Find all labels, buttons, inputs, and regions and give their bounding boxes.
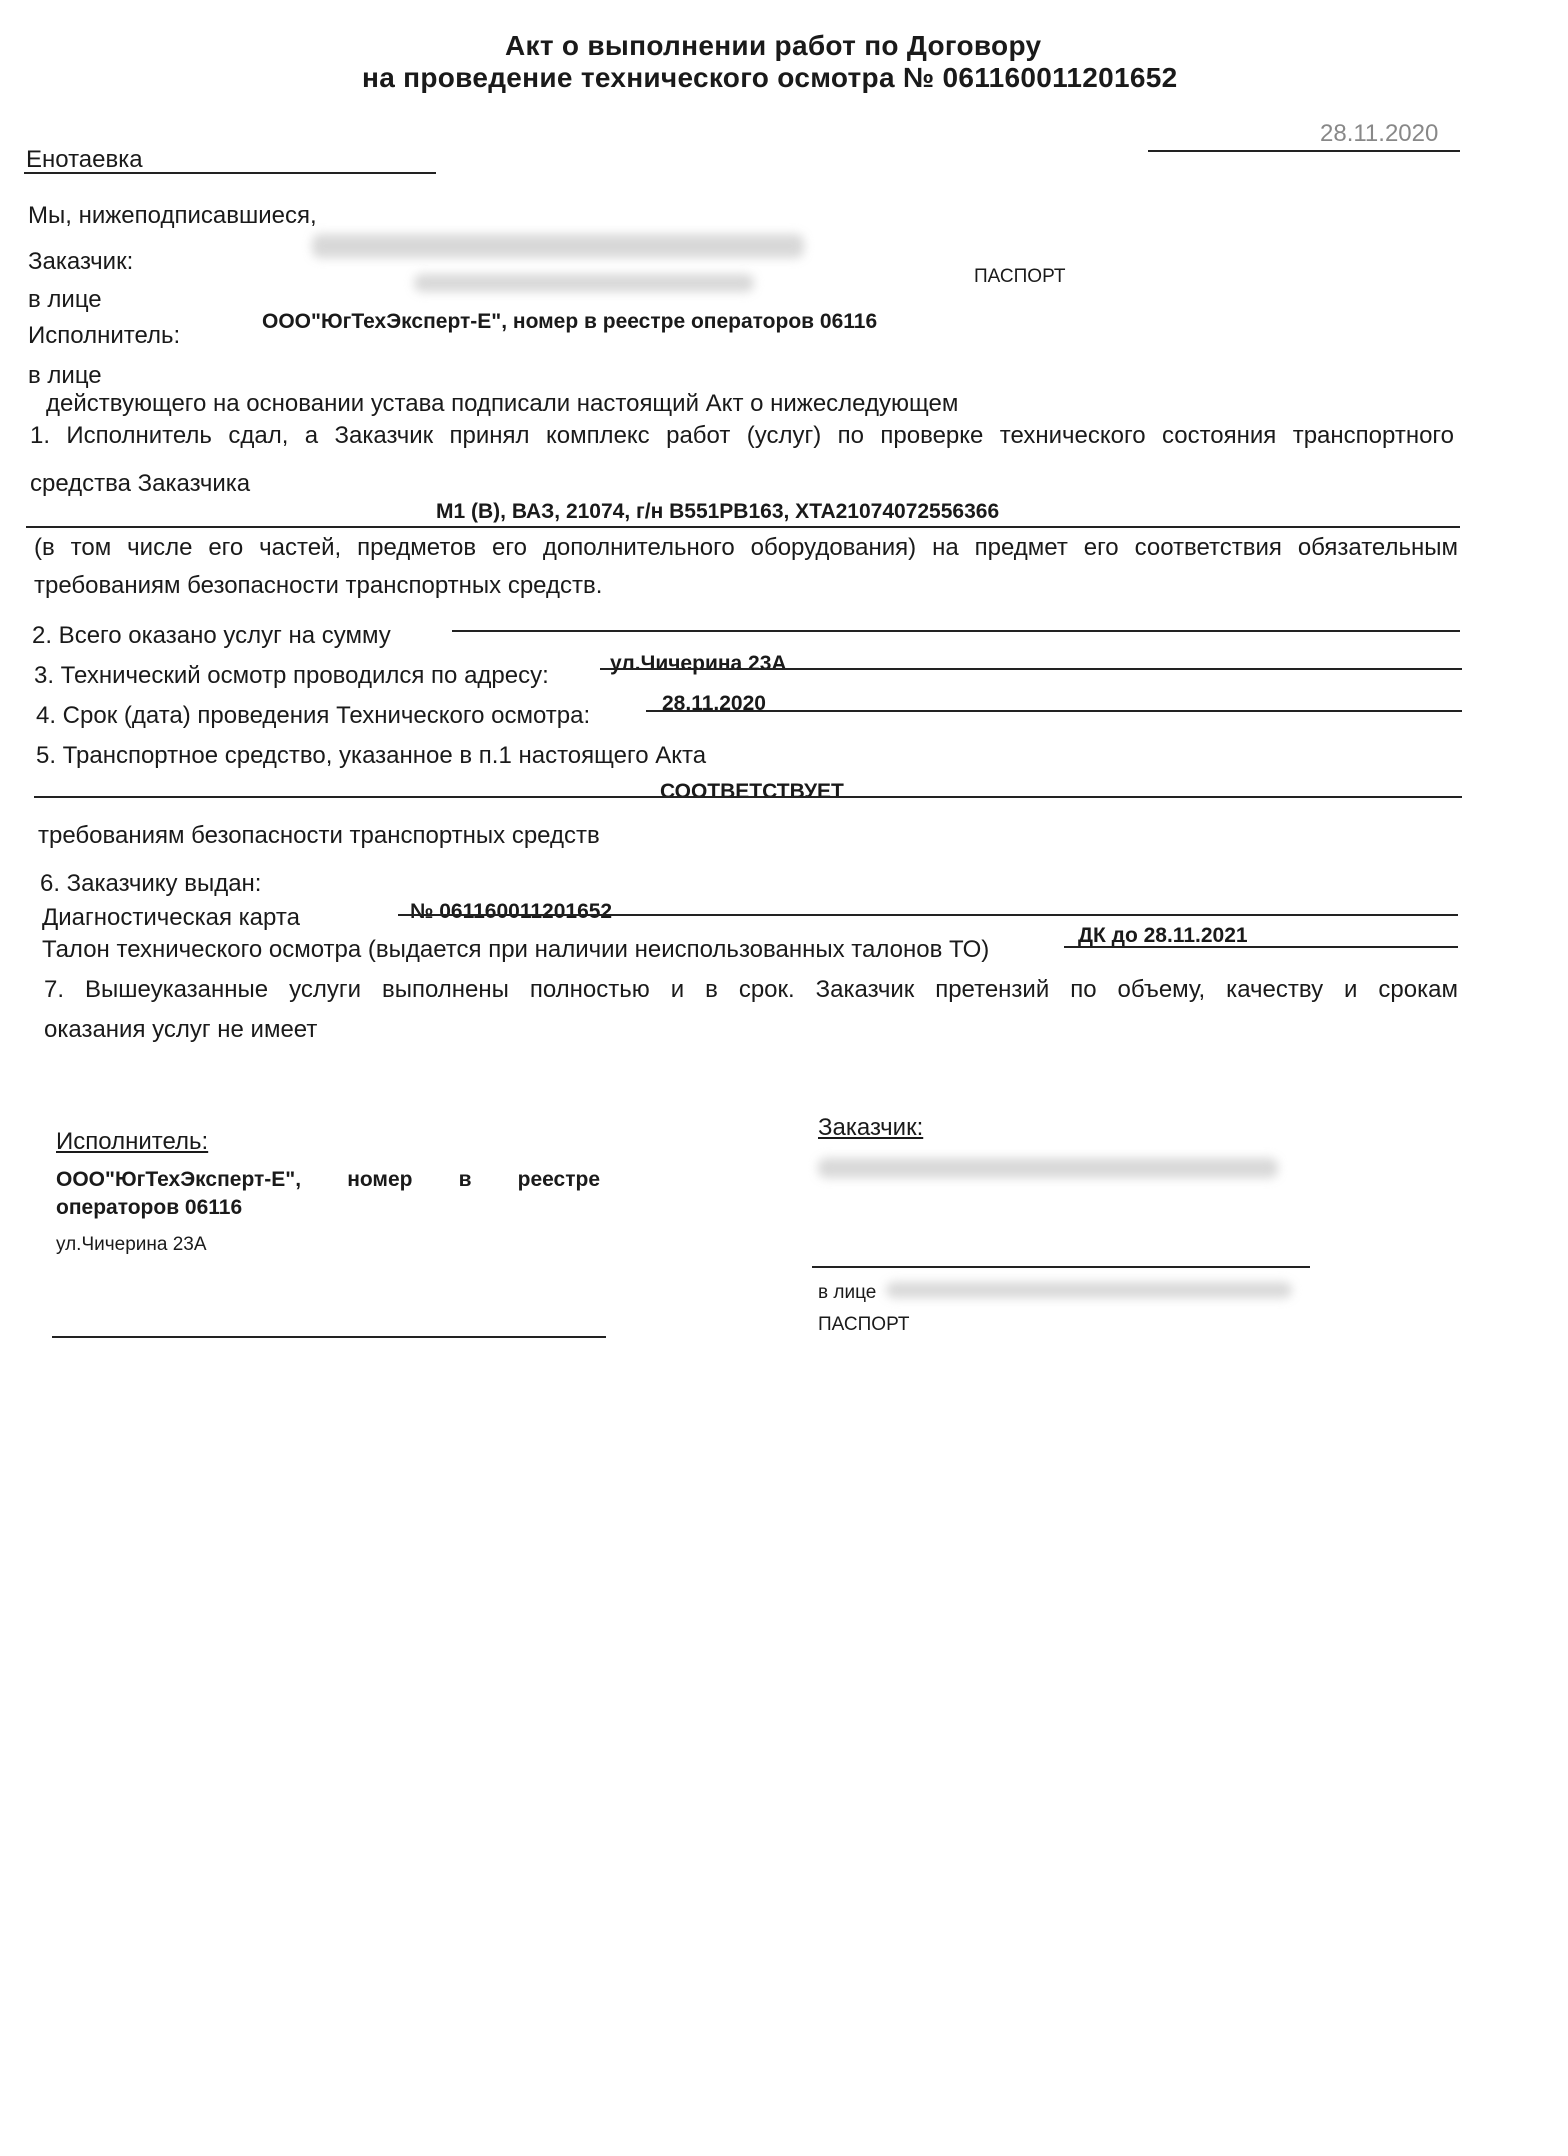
customer-label: Заказчик: [28,248,134,275]
talon-label: Талон технического осмотра (выдается при наличии неиспользованных талонов ТО) [42,936,990,963]
document-title-line2: на проведение технического осмотра № 061160011201652 [362,62,1178,93]
conformity-status: СООТВЕТСТВУЕТ [660,780,844,803]
clause2-underline [452,630,1460,632]
clause3-underline [600,668,1462,670]
clause1-after-line1: (в том числе его частей, предметов его дополнительного оборудования) на предмет его соответствия обязательным [34,534,1458,561]
document-title-line1: Акт о выполнении работ по Договору [505,30,1042,61]
redacted-customer-name [312,234,804,258]
date-underline [1148,150,1460,152]
clause1-text-cont: средства Заказчика [30,470,251,497]
executor-signature-label: Исполнитель: [56,1128,209,1155]
vehicle-info: М1 (B), ВАЗ, 21074, г/н В551РВ163, XTA21074072556366 [436,500,1000,523]
clause5-underline [34,796,1462,798]
executor-signature-underline [52,1336,606,1338]
clause4-text: 4. Срок (дата) проведения Технического осмотра: [36,702,591,729]
executor-signature-line1 [56,1168,600,1192]
executor-label: Исполнитель: [28,322,181,349]
customer-signature-passport: ПАСПОРТ [818,1314,910,1335]
inspection-date: 28.11.2020 [662,692,766,715]
customer-signature-label: Заказчик: [818,1114,924,1141]
executor-name: ООО"ЮгТехЭксперт-Е", номер в реестре операторов 06116 [262,310,878,333]
diag-card-label: Диагностическая карта [42,904,300,931]
redacted-customer-signature-name [818,1158,1278,1178]
clause5-text: 5. Транспортное средство, указанное в п.1 настоящего Акта [36,742,707,769]
clause3-text: 3. Технический осмотр проводился по адресу: [34,662,549,689]
customer-signature-underline [812,1266,1310,1268]
talon-underline [1064,946,1458,948]
redacted-customer-signature-rep [886,1282,1292,1298]
city-underline [24,172,436,174]
clause7-line1: 7. Вышеуказанные услуги выполнены полностью и в срок. Заказчик претензий по объему, качеству и срокам [44,976,1458,1003]
customer-rep-label: в лице [28,286,102,313]
executor-signature-line1-text: ООО"ЮгТехЭксперт-Е", номер в реестре [56,1168,600,1191]
executor-signature-address: ул.Чичерина 23А [56,1234,207,1255]
executor-rep-label: в лице [28,362,102,389]
redacted-customer-rep [414,274,754,292]
basis-text: действующего на основании устава подписали настоящий Акт о нижеследующем [46,390,959,417]
clause7-line2: оказания услуг не имеет [44,1016,318,1043]
document-date: 28.11.2020 [1320,120,1439,147]
city-label: Енотаевка [26,146,143,173]
clause4-underline [646,710,1462,712]
clause1-text: 1. Исполнитель сдал, а Заказчик принял комплекс работ (услуг) по проверке технического состояния транспортного [30,422,1454,449]
executor-signature-line2: операторов 06116 [56,1196,243,1219]
inspection-address: ул.Чичерина 23А [610,652,787,675]
talon-value: ДК до 28.11.2021 [1078,924,1248,947]
clause5-after: требованиям безопасности транспортных средств [38,822,600,849]
vehicle-underline [26,526,1460,528]
customer-signature-rep-label: в лице [818,1282,877,1303]
clause6-text: 6. Заказчику выдан: [40,870,262,897]
customer-passport: ПАСПОРТ [974,266,1066,287]
diag-card-underline [398,914,1458,916]
clause1-after-line2: требованиям безопасности транспортных средств. [34,572,603,599]
clause2-text: 2. Всего оказано услуг на сумму [32,622,391,649]
intro-text: Мы, нижеподписавшиеся, [28,202,317,229]
diag-card-number: № 061160011201652 [410,900,613,923]
